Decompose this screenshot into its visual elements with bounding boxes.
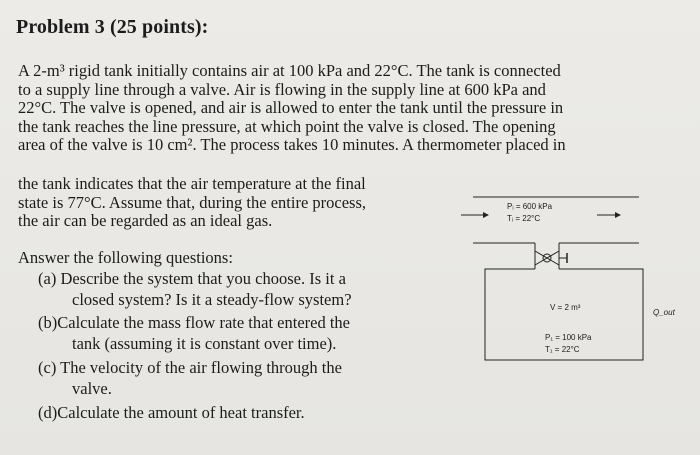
- flow-arrowhead-left: [483, 212, 489, 218]
- question-a-line-2: closed system? Is it a steady-flow system?: [72, 290, 352, 309]
- tank-diagram-svg: [455, 185, 700, 385]
- questions-heading: Answer the following questions:: [18, 248, 233, 267]
- question-b: [38, 312, 350, 354]
- tank-pressure-label: P₁ = 100 kPa: [545, 333, 592, 342]
- line-temperature-label: Tᵢ = 22°C: [507, 214, 541, 223]
- heat-out-label: Q_out: [653, 308, 675, 317]
- line-pressure-label: Pᵢ = 600 kPa: [507, 202, 553, 211]
- question-d-line-1: (d)Calculate the amount of heat transfer.: [38, 403, 305, 422]
- statement-line-8: the air can be regarded as an ideal gas.: [18, 211, 273, 230]
- question-a-line-1: (a) Describe the system that you choose. Is it a: [38, 269, 346, 288]
- question-a: [38, 268, 352, 310]
- question-c: [38, 357, 342, 399]
- statement-line-6: the tank indicates that the air temperature at the final: [18, 174, 366, 193]
- statement-line-7: state is 77°C. Assume that, during the entire process,: [18, 192, 366, 212]
- tank-diagram: [455, 185, 700, 385]
- statement-line-5: area of the valve is 10 cm². The process takes 10 minutes. A thermometer placed in: [18, 135, 566, 154]
- question-c-line-1: (c) The velocity of the air flowing through the: [38, 358, 342, 377]
- statement-line-3: 22°C. The valve is opened, and air is allowed to enter the tank until the pressure in: [18, 98, 564, 117]
- question-b-line-2: tank (assuming it is constant over time).: [72, 334, 337, 353]
- problem-statement: [18, 62, 678, 155]
- tank-volume-label: V = 2 m³: [550, 303, 581, 312]
- statement-line-2: to a supply line through a valve. Air is flowing in the supply line at 600 kPa and: [18, 79, 546, 99]
- valve-icon: [535, 251, 567, 265]
- problem-title: Problem 3 (25 points):: [16, 16, 209, 38]
- statement-line-4: the tank reaches the line pressure, at which point the valve is closed. The opening: [18, 116, 556, 136]
- statement-continued: [18, 175, 458, 231]
- question-d: [38, 402, 305, 423]
- tank-temperature-label: T₁ = 22°C: [545, 345, 580, 354]
- question-b-line-1: (b)Calculate the mass flow rate that entered the: [38, 313, 350, 332]
- question-c-line-2: valve.: [72, 379, 112, 398]
- statement-line-1: A 2-m³ rigid tank initially contains air at 100 kPa and 22°C. The tank is connected: [18, 61, 561, 80]
- flow-arrowhead-right: [615, 212, 621, 218]
